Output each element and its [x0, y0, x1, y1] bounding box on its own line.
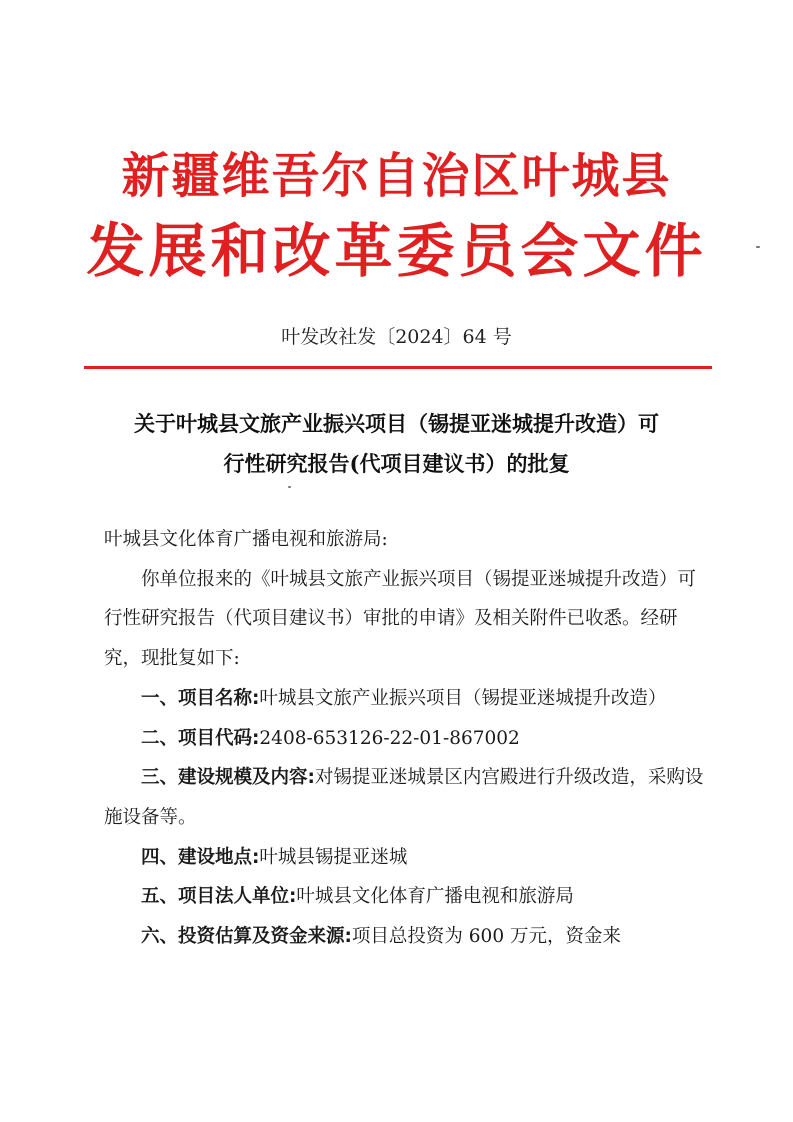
scan-speck: [288, 486, 291, 488]
title-line-2: 行性研究报告(代项目建议书）的批复: [223, 451, 570, 476]
issuing-authority-line2: 发展和改革委员会文件: [86, 217, 707, 285]
item-label: 一、项目名称:: [141, 687, 260, 709]
scan-speck: [756, 246, 760, 248]
item-text: 2408-653126-22-01-867002: [259, 727, 520, 749]
item-text: 对锡提亚迷城景区内宫殿进行升级改造，采购设施设备等。: [104, 767, 704, 828]
red-divider-rule: [84, 366, 712, 369]
item-text: 项目总投资为 600 万元，资金来: [351, 926, 621, 948]
item-label: 五、项目法人单位:: [141, 886, 297, 908]
item-text: 叶城县文旅产业振兴项目（锡提亚迷城提升改造）: [259, 687, 667, 709]
issuing-authority-line1: 新疆维吾尔自治区叶城县: [121, 148, 672, 204]
intro-paragraph: 你单位报来的《叶城县文旅产业振兴项目（锡提亚迷城提升改造）可行性研究报告（代项目建议书）审批的申请》及相关附件已收悉。经研究，现批复如下:: [104, 568, 697, 670]
item-project-name: [104, 679, 708, 719]
item-label: 二、项目代码:: [141, 727, 260, 749]
item-legal-entity: [104, 877, 708, 917]
item-investment-funding: [104, 917, 708, 957]
item-label: 三、建设规模及内容:: [141, 767, 315, 789]
document-number: 叶发改社发〔2024〕64 号: [281, 326, 512, 348]
title-line-1: 关于叶城县文旅产业振兴项目（锡提亚迷城提升改造）可: [134, 411, 659, 436]
item-label: 六、投资估算及资金来源:: [141, 926, 352, 948]
item-project-code: [104, 719, 708, 759]
document-title: [90, 404, 703, 484]
document-body: [104, 520, 708, 957]
item-text: 叶城县锡提亚迷城: [259, 846, 408, 868]
item-construction-site: [104, 838, 708, 878]
item-label: 四、建设地点:: [141, 846, 260, 868]
item-text: 叶城县文化体育广播电视和旅游局: [296, 886, 574, 908]
addressee: 叶城县文化体育广播电视和旅游局:: [104, 529, 388, 550]
item-construction-scope: [104, 758, 708, 837]
